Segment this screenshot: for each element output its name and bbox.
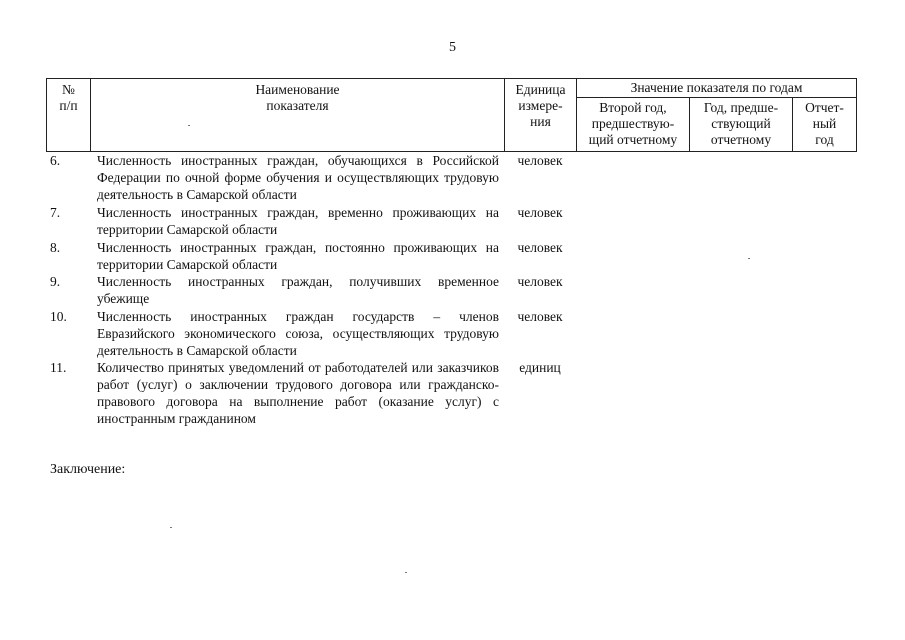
row-indicator-name: Количество принятых уведомлений от работодателей или заказчиков работ (услуг) о заключении трудового договора или гражданско-правового договора на выполнение работ (оказание услуг) с иностранным гражданином	[97, 360, 499, 426]
row-indicator-name: Численность иностранных граждан государств – членов Евразийского экономического союза, осуществляющих трудовую деятельность в Самарской области	[97, 309, 499, 358]
conclusion-label: Заключение:	[50, 462, 126, 477]
row-indicator-name: Численность иностранных граждан, обучающихся в Российской Федерации по очной форме обучения и осуществляющих трудовую деятельность в Самарской области	[97, 153, 499, 202]
row-indicator-name: Численность иностранных граждан, временно проживающих на территории Самарской области	[97, 205, 499, 237]
row-unit: единиц	[519, 360, 561, 375]
scan-speck	[188, 125, 190, 126]
page-number: 5	[449, 40, 456, 55]
row-indicator-name: Численность иностранных граждан, получивших временное убежище	[97, 274, 499, 306]
header-values-group: Значение показателя по годам	[576, 78, 857, 98]
row-indicator-name: Численность иностранных граждан, постоянно проживающих на территории Самарской области	[97, 240, 499, 272]
header-num: № п/п	[46, 78, 91, 152]
row-number: 9.	[50, 274, 61, 289]
header-report-year: Отчет- ный год	[792, 97, 857, 152]
row-unit: человек	[517, 309, 563, 324]
row-unit: человек	[517, 274, 563, 289]
row-number: 7.	[50, 205, 61, 220]
header-name: Наименование показателя	[90, 78, 505, 152]
header-prev-year: Год, предше- ствующий отчетному	[689, 97, 793, 152]
row-unit: человек	[517, 240, 563, 255]
row-number: 8.	[50, 240, 61, 255]
row-unit: человек	[517, 153, 563, 168]
row-number: 6.	[50, 153, 61, 168]
row-unit: человек	[517, 205, 563, 220]
scan-speck	[748, 258, 750, 259]
scan-speck	[405, 572, 407, 573]
scan-speck	[170, 527, 172, 528]
header-second-year: Второй год, предшествую- щий отчетному	[576, 97, 690, 152]
row-number: 10.	[50, 309, 67, 324]
row-number: 11.	[50, 360, 67, 375]
header-unit: Единица измере- ния	[504, 78, 577, 152]
